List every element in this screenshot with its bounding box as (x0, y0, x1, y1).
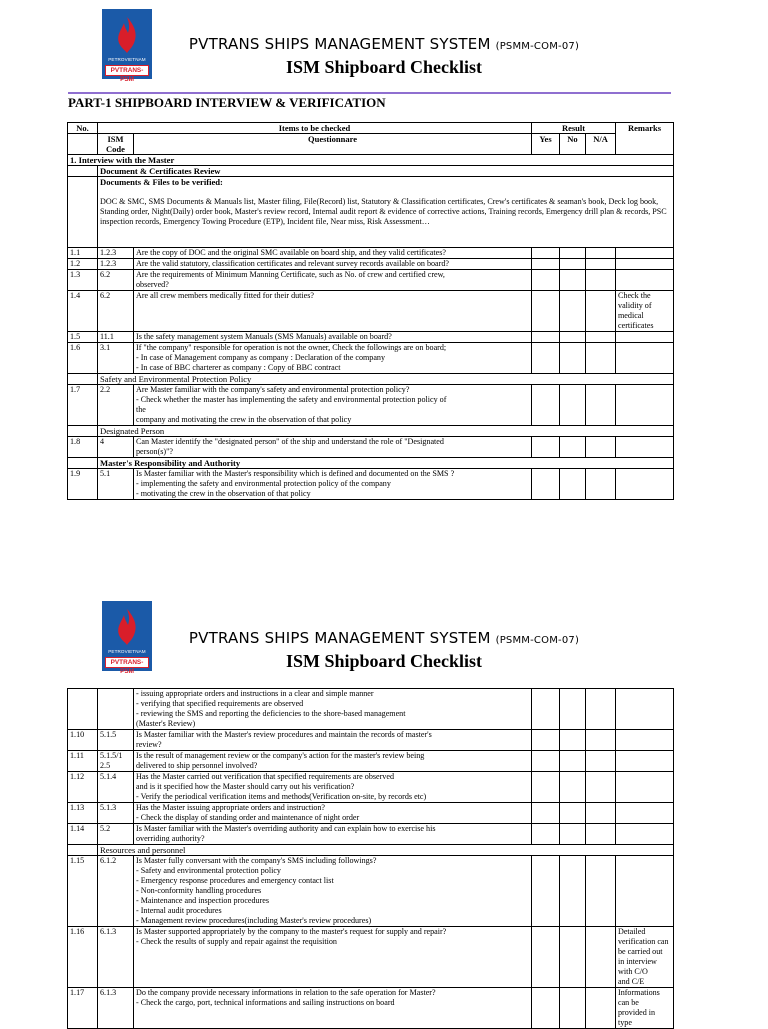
row-number: 1.4 (68, 291, 98, 332)
ism-code: 6.1.3 (98, 988, 134, 1029)
checklist-row (68, 751, 674, 772)
remark (616, 343, 674, 374)
ism-code: 6.2 (98, 291, 134, 332)
checklist-row (68, 988, 674, 1029)
result-yes-cell[interactable] (532, 259, 560, 270)
result-no-cell[interactable] (560, 343, 586, 374)
row-number: 1.2 (68, 259, 98, 270)
checklist-row (68, 689, 674, 730)
result-no-cell[interactable] (560, 988, 586, 1029)
checklist-rows-b (68, 730, 674, 845)
section-safety: Safety and Environmental Protection Policy (98, 374, 674, 385)
remark (616, 803, 674, 824)
section-row (68, 374, 674, 385)
document-code: (PSMM-COM-07) (495, 635, 580, 646)
document-title-text: PVTRANS SHIPS MANAGEMENT SYSTEM (188, 35, 491, 53)
remark (616, 856, 674, 927)
ism-code (98, 689, 134, 730)
header-remarks: Remarks (616, 123, 674, 155)
ism-code: 6.1.2 (98, 856, 134, 927)
result-no-cell[interactable] (560, 803, 586, 824)
result-na-cell[interactable] (586, 270, 616, 291)
header-yes: Yes (532, 134, 560, 155)
question: Is Master supported appropriately by the company to the master's request for supply and repair? - Check the results of supply and repair against the requisition (134, 927, 532, 988)
header-divider (68, 92, 671, 94)
section-row (68, 166, 674, 177)
document-title (0, 35, 768, 53)
question: Has the Master carried out verification that specified requirements are observed and is it specified how the Master should carry out his verification? - Verify the periodical verification items and methods(Verification on-site, by records etc) (134, 772, 532, 803)
result-yes-cell[interactable] (532, 385, 560, 426)
remark (616, 824, 674, 845)
table-subheader-row (68, 134, 674, 155)
row-number: 1.10 (68, 730, 98, 751)
header-ism-code: ISM Code (98, 134, 134, 155)
section-designated-person: Designated Person (98, 426, 674, 437)
ism-code: 6.1.3 (98, 927, 134, 988)
result-no-cell[interactable] (560, 248, 586, 259)
result-yes-cell[interactable] (532, 772, 560, 803)
result-na-cell[interactable] (586, 469, 616, 500)
ism-code: 1.2.3 (98, 248, 134, 259)
checklist-row (68, 856, 674, 927)
ism-code: 11.1 (98, 332, 134, 343)
section-master-responsibility: Master's Responsibility and Authority (98, 458, 674, 469)
ism-code: 5.1.5/1 2.5 (98, 751, 134, 772)
result-no-cell[interactable] (560, 291, 586, 332)
header-no-result: No (560, 134, 586, 155)
result-no-cell[interactable] (560, 437, 586, 458)
result-yes-cell[interactable] (532, 803, 560, 824)
header-questionnaire: Questionnare (134, 134, 532, 155)
logo-brand-text: PETROVIETNAM (108, 649, 146, 654)
header-items: Items to be checked (98, 123, 532, 134)
section-row (68, 426, 674, 437)
row-number: 1.13 (68, 803, 98, 824)
result-na-cell[interactable] (586, 437, 616, 458)
question: Has the Master issuing appropriate orders and instruction? - Check the display of standing order and maintenance of night order (134, 803, 532, 824)
result-yes-cell[interactable] (532, 437, 560, 458)
row-number: 1.17 (68, 988, 98, 1029)
result-na-cell[interactable] (586, 248, 616, 259)
remark (616, 730, 674, 751)
result-na-cell[interactable] (586, 803, 616, 824)
question: Do the company provide necessary informations in relation to the safe operation for Master? - Check the cargo, port, technical informations and sailing instructions on board (134, 988, 532, 1029)
header-na: N/A (586, 134, 616, 155)
row-number: 1.9 (68, 469, 98, 500)
row-number: 1.6 (68, 343, 98, 374)
result-yes-cell[interactable] (532, 824, 560, 845)
ism-code: 5.2 (98, 824, 134, 845)
question: Is Master familiar with the Master's review procedures and maintain the records of master's review? (134, 730, 532, 751)
result-na-cell[interactable] (586, 927, 616, 988)
result-no-cell[interactable] (560, 927, 586, 988)
header-result: Result (532, 123, 616, 134)
checklist-row (68, 270, 674, 291)
remark: Informations can be provided in type (616, 988, 674, 1029)
checklist-row (68, 772, 674, 803)
question: Are the copy of DOC and the original SMC available on board ship, and they valid certificates? (134, 248, 532, 259)
result-no-cell[interactable] (560, 824, 586, 845)
result-yes-cell[interactable] (532, 291, 560, 332)
result-no-cell[interactable] (560, 332, 586, 343)
result-yes-cell[interactable] (532, 751, 560, 772)
result-no-cell[interactable] (560, 689, 586, 730)
section-row (68, 458, 674, 469)
row-number (68, 689, 98, 730)
row-number: 1.16 (68, 927, 98, 988)
question: Is the result of management review or the company's action for the master's review being delivered to ship personnel involved? (134, 751, 532, 772)
checklist-table-page1 (67, 122, 674, 500)
result-na-cell[interactable] (586, 259, 616, 270)
remark (616, 332, 674, 343)
checklist-row (68, 437, 674, 458)
checklist-row (68, 248, 674, 259)
document-title (0, 629, 768, 647)
remark (616, 385, 674, 426)
checklist-table-page2 (67, 688, 674, 1029)
checklist-row (68, 824, 674, 845)
remark (616, 751, 674, 772)
remark (616, 259, 674, 270)
remark (616, 469, 674, 500)
section-doc-review: Document & Certificates Review (98, 166, 674, 177)
question: Can Master identify the "designated person" of the ship and understand the role of "Designated person(s)"? (134, 437, 532, 458)
ism-code: 1.2.3 (98, 259, 134, 270)
result-no-cell[interactable] (560, 772, 586, 803)
row-number: 1.11 (68, 751, 98, 772)
question: Are the valid statutory, classification certificates and relevant survey records available on board? (134, 259, 532, 270)
question: Is Master familiar with the Master's responsibility which is defined and documented on the SMS ? - implementing the safety and environmental protection policy of the company - motivating the crew in the observation of that policy (134, 469, 532, 500)
header-no: No. (68, 123, 98, 134)
document-subtitle: ISM Shipboard Checklist (285, 57, 483, 77)
result-yes-cell[interactable] (532, 730, 560, 751)
remark: Detailed verification can be carried out in interview with C/O and C/E (616, 927, 674, 988)
ism-code: 4 (98, 437, 134, 458)
question: Are all crew members medically fitted for their duties? (134, 291, 532, 332)
remark (616, 248, 674, 259)
ism-code: 5.1.5 (98, 730, 134, 751)
logo-strip-text: PVTRANS-PSM (105, 65, 149, 76)
logo-brand-text: PETROVIETNAM (108, 57, 146, 62)
result-na-cell[interactable] (586, 385, 616, 426)
result-yes-cell[interactable] (532, 248, 560, 259)
checklist-rows-a (68, 248, 674, 374)
result-yes-cell[interactable] (532, 927, 560, 988)
result-no-cell[interactable] (560, 385, 586, 426)
section-row (68, 155, 674, 166)
result-no-cell[interactable] (560, 270, 586, 291)
result-yes-cell[interactable] (532, 332, 560, 343)
result-yes-cell[interactable] (532, 469, 560, 500)
result-na-cell[interactable] (586, 689, 616, 730)
result-no-cell[interactable] (560, 856, 586, 927)
ism-code: 6.2 (98, 270, 134, 291)
row-number: 1.8 (68, 437, 98, 458)
result-no-cell[interactable] (560, 259, 586, 270)
checklist-rows-c (68, 856, 674, 1029)
section-row (68, 845, 674, 856)
section-interview: 1. Interview with the Master (68, 155, 674, 166)
result-yes-cell[interactable] (532, 856, 560, 927)
checklist-row (68, 343, 674, 374)
ism-code: 5.1.3 (98, 803, 134, 824)
row-number: 1.7 (68, 385, 98, 426)
question: Are the requirements of Minimum Manning Certificate, such as No. of crew and certified crew, observed? (134, 270, 532, 291)
row-number: 1.15 (68, 856, 98, 927)
result-na-cell[interactable] (586, 343, 616, 374)
logo-strip-text: PVTRANS-PSM (105, 657, 149, 668)
document-code: (PSMM-COM-07) (495, 41, 580, 52)
remark (616, 270, 674, 291)
ism-code: 5.1.4 (98, 772, 134, 803)
result-yes-cell[interactable] (532, 270, 560, 291)
result-no-cell[interactable] (560, 751, 586, 772)
question: Is Master fully conversant with the company's SMS including followings? - Safety and environmental protection policy - Emergency response procedures and emergency contact list - Non-conformity handling procedures - Maintenance and inspection procedures - Internal audit procedures - Management review procedures(including Master's review procedures) (134, 856, 532, 927)
result-na-cell[interactable] (586, 751, 616, 772)
result-yes-cell[interactable] (532, 988, 560, 1029)
ism-code: 2.2 (98, 385, 134, 426)
checklist-row (68, 332, 674, 343)
checklist-row (68, 469, 674, 500)
result-no-cell[interactable] (560, 469, 586, 500)
question: If "the company" responsible for operation is not the owner, Check the followings are on board; - In case of Management company as company : Declaration of the company - In case of BBC charterer as company : Copy of BBC contract (134, 343, 532, 374)
checklist-row (68, 730, 674, 751)
result-na-cell[interactable] (586, 772, 616, 803)
ism-code: 3.1 (98, 343, 134, 374)
checklist-row (68, 291, 674, 332)
table-header-row (68, 123, 674, 134)
result-na-cell[interactable] (586, 291, 616, 332)
question: Are Master familiar with the company's safety and environmental protection policy? - Check whether the master has implementing the safety and environmental protection policy of the company and motivating the crew in the observation of that policy (134, 385, 532, 426)
result-na-cell[interactable] (586, 824, 616, 845)
row-number: 1.5 (68, 332, 98, 343)
part-title: PART-1 SHIPBOARD INTERVIEW & VERIFICATION (68, 95, 386, 110)
row-number: 1.3 (68, 270, 98, 291)
section-resources: Resources and personnel (98, 845, 674, 856)
result-na-cell[interactable] (586, 730, 616, 751)
result-na-cell[interactable] (586, 988, 616, 1029)
checklist-row (68, 803, 674, 824)
result-na-cell[interactable] (586, 332, 616, 343)
checklist-row (68, 259, 674, 270)
ism-code: 5.1 (98, 469, 134, 500)
row-number: 1.1 (68, 248, 98, 259)
question: Is Master familiar with the Master's overriding authority and can explain how to exercise his overriding authority? (134, 824, 532, 845)
row-number: 1.12 (68, 772, 98, 803)
documents-row (68, 177, 674, 248)
result-no-cell[interactable] (560, 730, 586, 751)
row-number: 1.14 (68, 824, 98, 845)
remark (616, 772, 674, 803)
remark (616, 437, 674, 458)
checklist-row (68, 385, 674, 426)
documents-title: Documents & Files to be verified: (100, 177, 223, 187)
remark (616, 689, 674, 730)
result-yes-cell[interactable] (532, 689, 560, 730)
result-na-cell[interactable] (586, 856, 616, 927)
question: - issuing appropriate orders and instructions in a clear and simple manner - verifying that specified requirements are observed - reviewing the SMS and reporting the deficiencies to the shore-based management (Master's Review) (134, 689, 532, 730)
remark: Check the validity of medical certificates (616, 291, 674, 332)
checklist-row (68, 927, 674, 988)
documents-text: DOC & SMC, SMS Documents & Manuals list, Master filing, File(Record) list, Statutory & Classification certificates, Crew's certificates & seaman's book, Deck log book, Standing order, Night(Daily) order book, Master's review record, Internal audit report & evidence of corrective actions, Training records, Emergency drill plan & records, PSC inspection records, Emergency Towing Procedure (ETP), Incident file, Near miss, Risk Assessment… (100, 197, 667, 226)
document-title-text: PVTRANS SHIPS MANAGEMENT SYSTEM (188, 629, 491, 647)
question: Is the safety management system Manuals (SMS Manuals) available on board? (134, 332, 532, 343)
result-yes-cell[interactable] (532, 343, 560, 374)
document-subtitle: ISM Shipboard Checklist (285, 651, 483, 671)
